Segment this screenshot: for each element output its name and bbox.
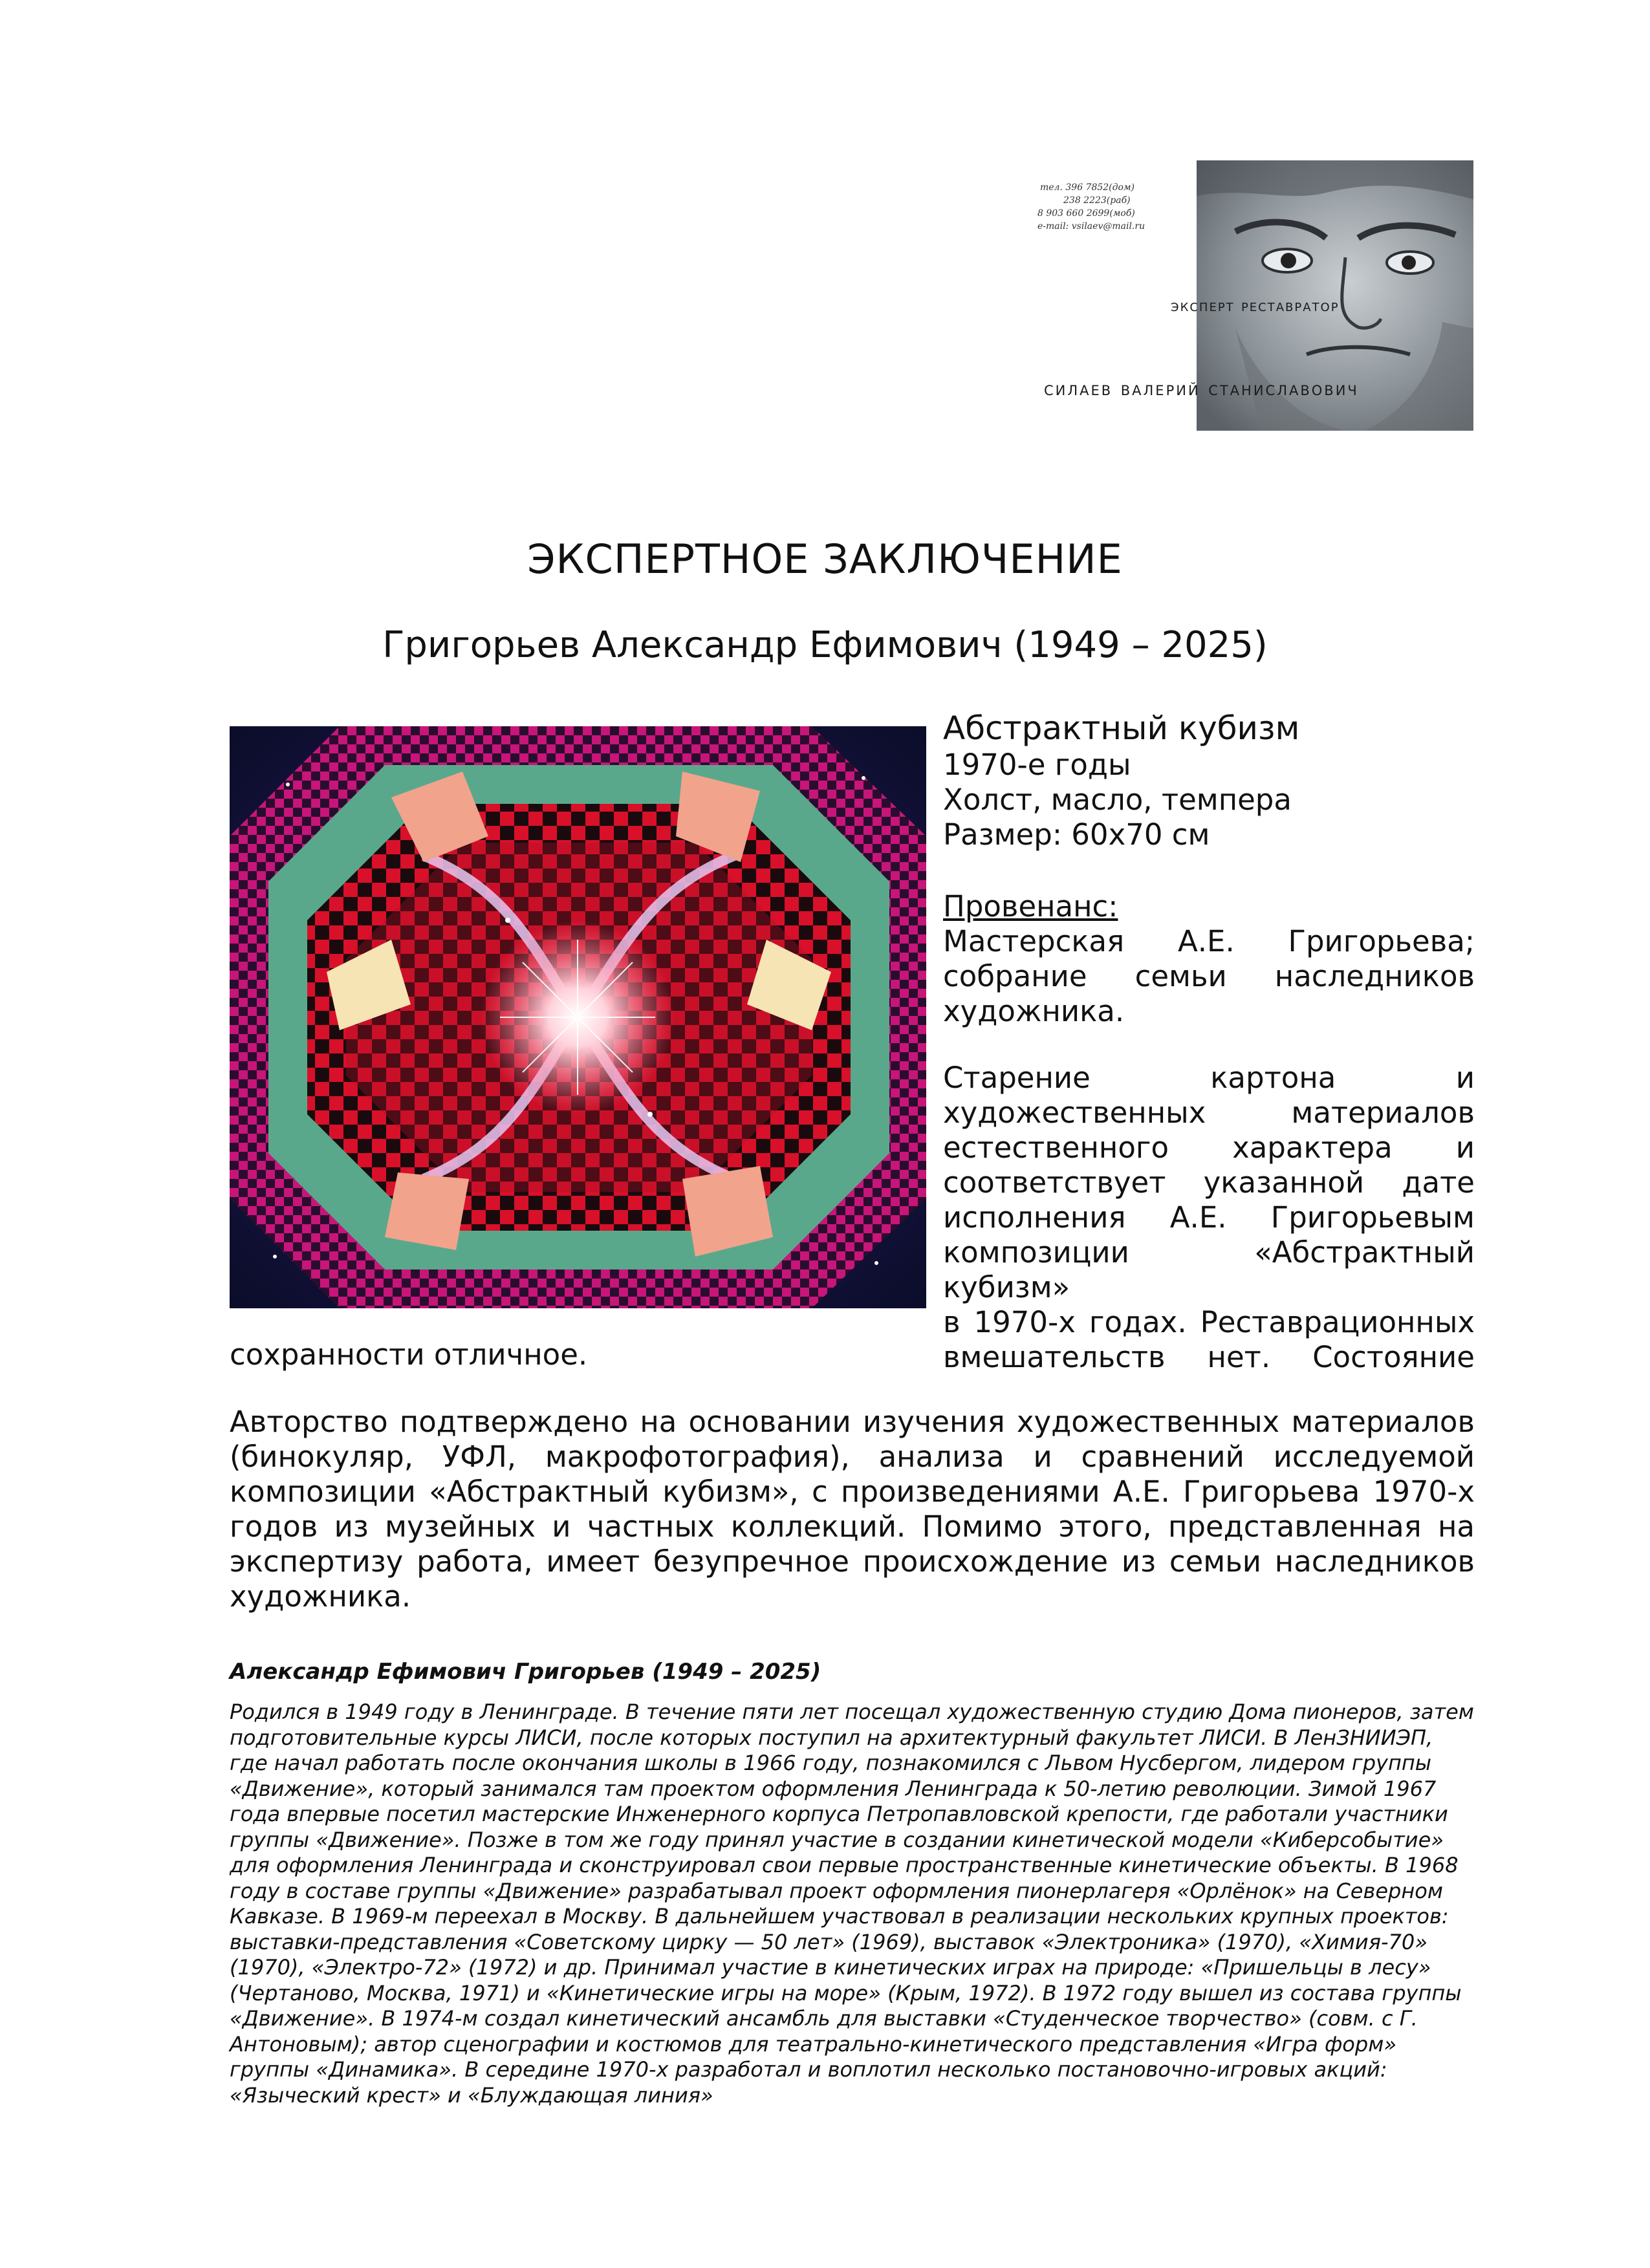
artist-heading: Григорьев Александр Ефимович (1949 – 2025) — [382, 624, 1268, 666]
condition-line: композиции «Абстрактный кубизм» — [943, 1235, 1475, 1304]
letterhead — [1027, 160, 1473, 431]
provenance-line: Мастерская А.Е. Григорьева; — [943, 924, 1475, 958]
artwork-size: Размер: 60х70 см — [943, 817, 1210, 852]
condition-line: художественных материалов — [943, 1096, 1475, 1130]
expert-name: силаев валерий станиславович — [1044, 378, 1359, 400]
condition-line: исполнения А.Е. Григорьевым — [943, 1200, 1475, 1235]
artwork-info — [943, 709, 1475, 852]
condition-tail: сохранности отличное. — [230, 1337, 588, 1372]
document-title: ЭКСПЕРТНОЕ ЗАКЛЮЧЕНИЕ — [527, 535, 1123, 583]
condition-line: соответствует указанной дате — [943, 1165, 1475, 1200]
biography-heading: Александр Ефимович Григорьев (1949 – 2025) — [230, 1659, 821, 1685]
artwork-title: Абстрактный кубизм — [943, 709, 1300, 747]
expert-role: эксперт реставратор — [1171, 296, 1340, 316]
provenance-line: художника. — [943, 994, 1125, 1028]
provenance — [943, 889, 1475, 1029]
contact-phone-work: 238 2223(раб) — [1063, 195, 1131, 206]
artwork-date: 1970-е годы — [943, 748, 1131, 782]
condition-text — [943, 1061, 1475, 1375]
authorship-paragraph: Авторство подтверждено на основании изучения художественных материалов (бинокуляр, УФЛ, макрофотография), анализа и сравнений исследуемой композиции «Абстрактный кубизм», с произведениями А.Е. Григорьева 1970-х годов из музейных и частных коллекций. Помимо этого, представленная на экспертизу работа, имеет безупречное происхождение из семьи наследников художника. — [230, 1405, 1475, 1614]
artwork-image — [230, 726, 926, 1308]
provenance-line: собрание семьи наследников — [943, 959, 1475, 993]
contact-phone-mobile: 8 903 660 2699(моб) — [1037, 208, 1135, 219]
condition-line: Старение картона и — [943, 1061, 1475, 1095]
condition-line: естественного характера и — [943, 1130, 1475, 1165]
artwork-medium: Холст, масло, темпера — [943, 783, 1292, 817]
biography-text: Родился в 1949 году в Ленинграде. В течение пяти лет посещал художественную студию Дома пионеров, затем подготовительные курсы ЛИСИ, после которых поступил на архитектурный факультет ЛИСИ. В ЛенЗНИИЭП, где начал работать после окончания школы в 1966 году, познакомился с Львом Нусбергом, лидером группы «Движение», который занимался там проектом оформления Ленинграда к 50-летию революции. Зимой 1967 года впервые посетил мастерские Инженерного корпуса Петропавловской крепости, где работали участники группы «Движение». Позже в том же году принял участие в создании кинетической модели «Киберсобытие» для оформления Ленинграда и сконструировал свои первые пространственные кинетические объекты. В 1968 году в составе группы «Движение» разрабатывал проект оформления пионерлагеря «Орлёнок» на Северном Кавказе. В 1969-м переехал в Москву. В дальнейшем участвовал в реализации нескольких крупных проектов: выставки-представления «Советскому цирку — 50 лет» (1969), выставок «Электроника» (1970), «Химия-70» (1970), «Электро-72» (1972) и др. Принимал участие в кинетических играх на природе: «Пришельцы в лесу» (Чертаново, Москва, 1971) и «Кинетические игры на море» (Крым, 1972). В 1972 году вышел из состава группы «Движение». В 1974-м создал кинетический ансамбль для выставки «Студенческое творчество» (совм. с Г. Антоновым); автор сценографии и костюмов для театрально-кинетического представления «Игра форм» группы «Динамика». В середине 1970-х разработал и воплотил несколько постановочно-игровых акций: «Языческий крест» и «Блуждающая линия» — [230, 1700, 1474, 2108]
condition-line: в 1970-х годах. Реставрационных — [943, 1305, 1475, 1339]
provenance-heading: Провенанс: — [943, 889, 1118, 923]
contact-email: e-mail: vsilaev@mail.ru — [1037, 221, 1145, 232]
condition-line: вмешательств нет. Состояние — [943, 1340, 1475, 1374]
contact-phone-home: тел. 396 7852(дом) — [1040, 182, 1135, 193]
